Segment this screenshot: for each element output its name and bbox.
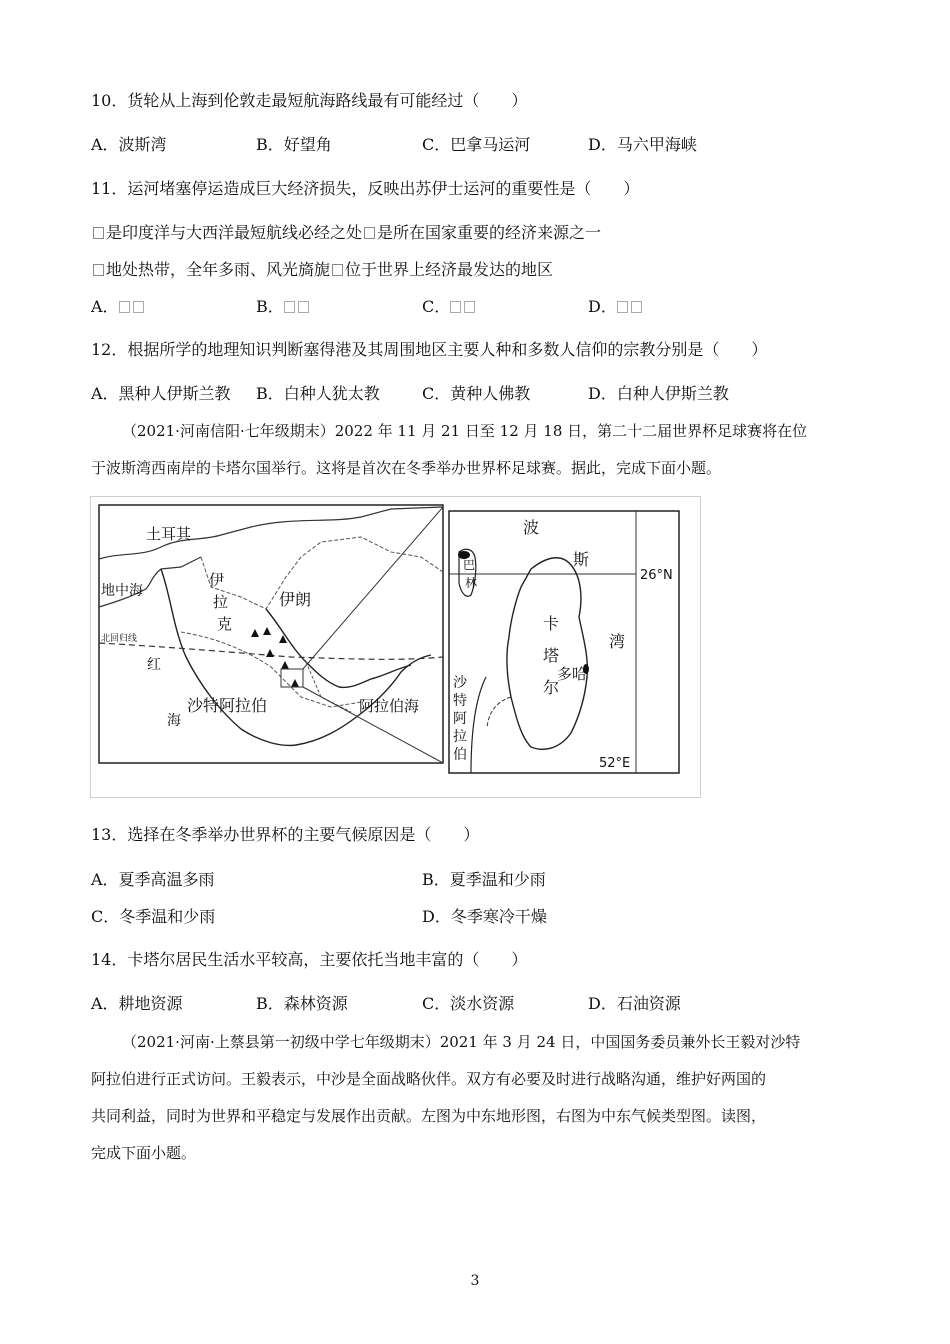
label-gulf-2: 斯 — [573, 550, 590, 569]
label-turkey: 土耳其 — [146, 525, 192, 543]
label-iraq-3: 克 — [217, 615, 233, 633]
q10-option-b: B．好望角 — [256, 135, 332, 154]
q12-option-b: B．白种人犹太教 — [256, 384, 380, 403]
mediterranean-coast — [99, 557, 201, 607]
q14-option-c: C．淡水资源 — [422, 994, 515, 1013]
intro2-line4: 完成下面小题。 — [91, 1144, 197, 1162]
q11-stem: 11．运河堵塞停运造成巨大经济损失，反映出苏伊士运河的重要性是（ ） — [91, 179, 640, 198]
q12-option-a: A．黑种人伊斯兰教 — [91, 384, 231, 403]
intro2-line1: （2021·河南·上蔡县第一初级中学七年级期末）2021 年 3 月 24 日，中国国务委员兼外长王毅对沙特 — [122, 1033, 801, 1051]
label-saudi-2: 特 — [453, 693, 467, 709]
q14-option-a: A．耕地资源 — [91, 994, 183, 1013]
q12-option-d: D．白种人伊斯兰教 — [588, 384, 729, 403]
missing-glyph-icon — [284, 301, 295, 313]
missing-glyph-icon — [364, 227, 375, 239]
label-qatar-2: 塔 — [543, 646, 560, 665]
q11-statement-1: 是印度洋与大西洋最短航线必经之处 — [106, 223, 363, 242]
missing-glyph-icon — [298, 301, 309, 313]
oil-field-icon — [266, 649, 274, 657]
missing-glyph-icon — [93, 264, 104, 276]
q10-stem: 10．货轮从上海到伦敦走最短航海路线最有可能经过（ ） — [91, 91, 528, 110]
q11-option-c: C． — [422, 297, 478, 317]
label-bahrain-1: 巴 — [463, 558, 476, 572]
q11-statements-1 — [91, 223, 601, 243]
q11-option-d: D． — [588, 297, 645, 317]
gulf-coast — [266, 609, 411, 687]
label-doha: 多哈 — [557, 665, 588, 683]
oil-field-icon — [263, 627, 271, 635]
connector-line-top — [303, 507, 443, 669]
q14-option-b: B．森林资源 — [256, 994, 348, 1013]
missing-glyph-icon — [631, 301, 642, 313]
saudi-qatar-border — [487, 697, 511, 727]
q10-option-d: D．马六甲海峡 — [588, 135, 697, 154]
borders-north — [201, 537, 443, 609]
q13-option-d: D．冬季寒冷干燥 — [422, 907, 547, 926]
label-sea: 海 — [167, 713, 181, 729]
label-saudi-arabia: 沙特阿拉伯 — [187, 696, 268, 715]
q12-stem: 12．根据所学的地理知识判断塞得港及其周围地区主要人种和多数人信仰的宗教分别是（ ） — [91, 340, 768, 359]
q10-option-c: C．巴拿马运河 — [422, 135, 531, 154]
q13-option-a: A．夏季高温多雨 — [91, 870, 215, 889]
label-iran: 伊朗 — [279, 590, 312, 609]
missing-glyph-icon — [450, 301, 461, 313]
oil-field-icon — [291, 679, 299, 687]
label-longitude-52e: 52°E — [599, 756, 631, 771]
q11-statements-2 — [91, 260, 553, 280]
page-number: 3 — [470, 1273, 480, 1289]
label-qatar-3: 尔 — [543, 678, 560, 697]
q11-option-b: B． — [256, 297, 312, 317]
label-qatar-1: 卡 — [543, 614, 560, 633]
missing-glyph-icon — [133, 301, 144, 313]
middle-east-map-figure — [90, 496, 701, 798]
missing-glyph-icon — [617, 301, 628, 313]
q12-option-c: C．黄种人佛教 — [422, 384, 531, 403]
right-map-frame — [449, 511, 679, 773]
oil-field-icon — [281, 661, 289, 669]
missing-glyph-icon — [93, 227, 104, 239]
missing-glyph-icon — [119, 301, 130, 313]
label-saudi-1: 沙 — [453, 675, 467, 691]
label-iraq-1: 伊 — [209, 571, 225, 589]
oil-field-icon — [251, 629, 259, 637]
label-tropic: 北回归线 — [101, 634, 138, 644]
qatar-highlight-box — [281, 669, 303, 687]
label-saudi-3: 阿 — [453, 711, 467, 727]
intro1-line1: （2021·河南信阳·七年级期末）2022 年 11 月 21 日至 12 月 18 日，第二十二届世界杯足球赛将在位 — [122, 422, 808, 440]
left-map-frame — [99, 505, 443, 763]
q13-option-c: C．冬季温和少雨 — [91, 907, 216, 926]
missing-glyph-icon — [464, 301, 475, 313]
q10-option-a: A．波斯湾 — [91, 135, 167, 154]
q11-statement-3: 地处热带，全年多雨、风光旖旎 — [106, 260, 331, 279]
intro2-line3: 共同利益，同时为世界和平稳定与发展作出贡献。左图为中东地形图，右图为中东气候类型图。读图， — [91, 1107, 767, 1125]
label-mediterranean: 地中海 — [101, 583, 143, 599]
label-arabian-sea: 阿拉伯海 — [359, 697, 420, 715]
label-saudi-4: 拉 — [453, 729, 467, 745]
q11-option-a: A． — [91, 297, 147, 317]
label-bahrain-2: 林 — [465, 576, 478, 590]
q14-stem: 14．卡塔尔居民生活水平较高，主要依托当地丰富的（ ） — [91, 950, 528, 969]
q13-stem: 13．选择在冬季举办世界杯的主要气候原因是（ ） — [91, 825, 480, 844]
q14-option-d: D．石油资源 — [588, 994, 681, 1013]
label-latitude-26n: 26°N — [640, 568, 673, 583]
q13-option-b: B．夏季温和少雨 — [422, 870, 546, 889]
label-gulf-1: 波 — [523, 518, 540, 537]
intro2-line2: 阿拉伯进行正式访问。王毅表示，中沙是全面战略伙伴。双方有必要及时进行战略沟通，维护好两国的 — [91, 1070, 767, 1088]
missing-glyph-icon — [332, 264, 343, 276]
saudi-coast — [471, 677, 486, 773]
q11-statement-4: 位于世界上经济最发达的地区 — [345, 260, 554, 279]
q11-statement-2: 是所在国家重要的经济来源之一 — [377, 223, 602, 242]
label-gulf-3: 湾 — [609, 632, 626, 651]
map-svg — [91, 497, 702, 799]
label-iraq-2: 拉 — [213, 593, 229, 611]
label-red: 红 — [147, 657, 161, 673]
intro1-line2: 于波斯湾西南岸的卡塔尔国举行。这将是首次在冬季举办世界杯足球赛。据此，完成下面小题。 — [91, 459, 722, 477]
label-saudi-5: 伯 — [453, 747, 467, 763]
